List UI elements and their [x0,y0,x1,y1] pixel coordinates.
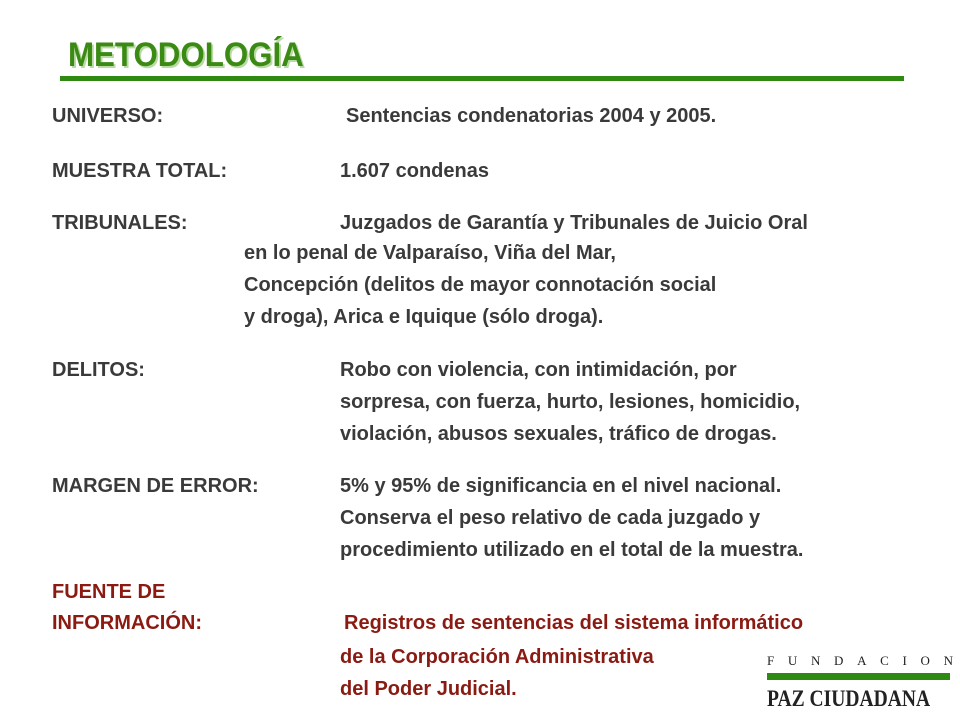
logo-letter: N [810,653,821,668]
logo-letter: U [787,653,798,668]
margen-label: MARGEN DE ERROR: [52,475,259,497]
fuente-value-line: del Poder Judicial. [340,678,517,700]
delitos-value-line: violación, abusos sexuales, tráfico de drogas. [340,423,777,445]
margen-value-line: Conserva el peso relativo de cada juzgado y [340,507,761,529]
tribunales-value-line: Juzgados de Garantía y Tribunales de Juicio Oral [340,212,808,234]
delitos-label: DELITOS: [52,359,145,381]
tribunales-label: TRIBUNALES: [52,212,188,234]
tribunales-value-line: Concepción (delitos de mayor connotación social [244,274,717,296]
fuente-label-line: FUENTE DE [52,581,166,603]
margen-value-line: 5% y 95% de significancia en el nivel nacional. [340,475,782,497]
logo-letter: C [880,653,889,668]
logo-letter: A [857,653,867,668]
logo-letter: O [920,653,930,668]
fuente-label-line: INFORMACIÓN: [52,612,202,634]
fuente-value-line: Registros de sentencias del sistema informático [344,612,804,634]
logo-fundacion [767,653,953,669]
logo-letter: F [767,653,775,668]
universo-value: Sentencias condenatorias 2004 y 2005. [346,105,717,127]
fuente-value-line: de la Corporación Administrativa [340,646,654,668]
delitos-value-line: Robo con violencia, con intimidación, por [340,359,737,381]
delitos-value-line: sorpresa, con fuerza, hurto, lesiones, homicidio, [340,391,801,413]
logo-letter: N [943,653,953,668]
muestra-value: 1.607 condenas [340,160,489,182]
tribunales-value-line: en lo penal de Valparaíso, Viña del Mar, [244,242,616,264]
margen-value-line: procedimiento utilizado en el total de la muestra. [340,539,804,561]
logo-name: PAZ CIUDADANA [767,686,931,711]
logo-bar [767,673,950,680]
logo-letter: I [902,653,907,668]
tribunales-value-line: y droga), Arica e Iquique (sólo droga). [244,306,604,328]
title-underline [60,76,904,81]
universo-label: UNIVERSO: [52,105,164,127]
page-title: METODOLOGÍA [68,36,304,74]
logo-letter: D [834,653,844,668]
muestra-label: MUESTRA TOTAL: [52,160,228,182]
